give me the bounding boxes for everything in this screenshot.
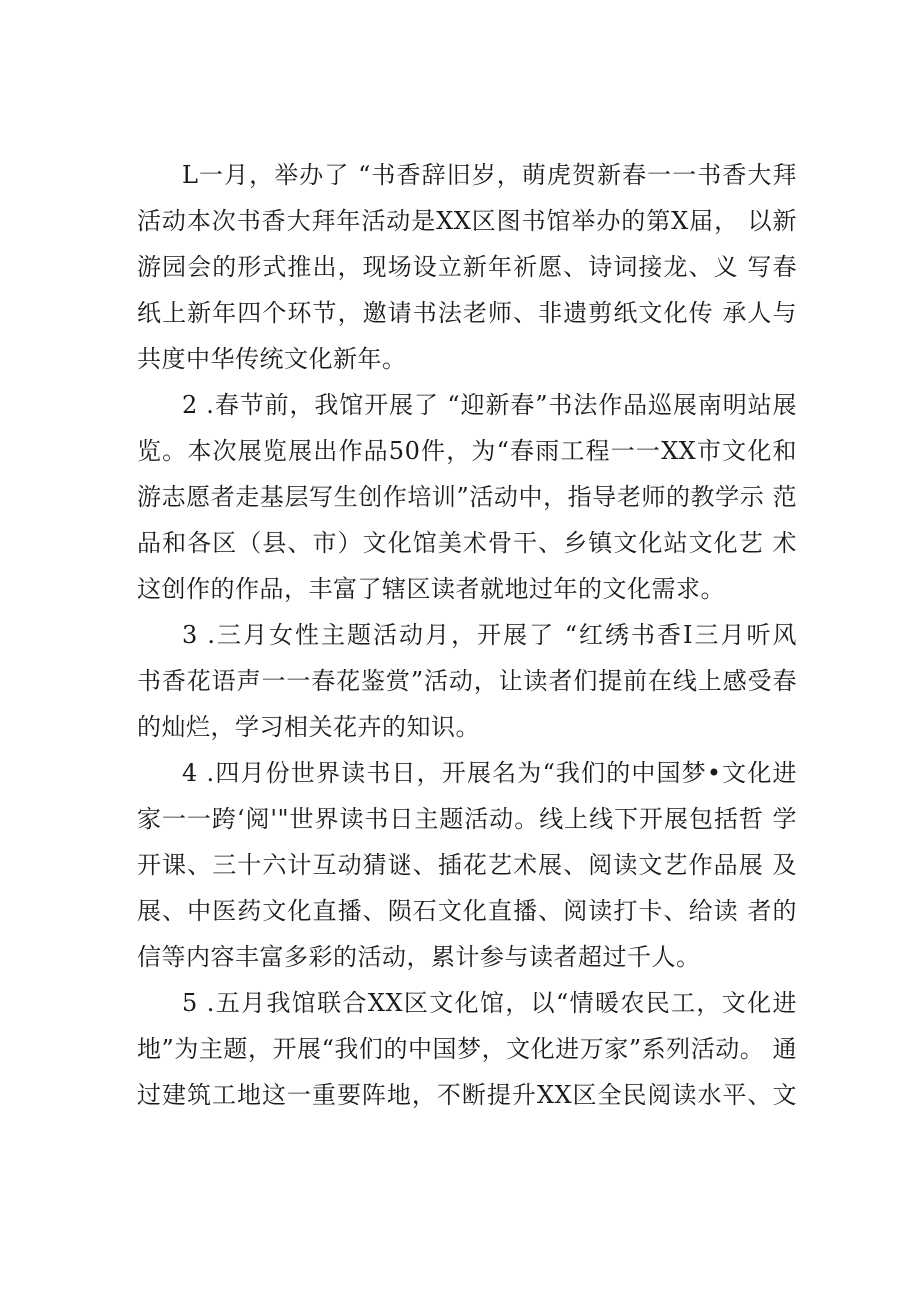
- paragraph-line: L一月，举办了 “书香辞旧岁，萌虎贺新春一一书香大拜: [182, 161, 797, 189]
- paragraph-line: 地”为主题，开展“我们的中国梦，文化进万家”系列活动。 通: [137, 1035, 797, 1063]
- paragraph-line: 游园会的形式推出，现场设立新年祈愿、诗词接龙、义 写春: [137, 253, 797, 281]
- paragraph-line: 活动本次书香大拜年活动是XX区图书馆举办的第X届， 以新: [137, 207, 797, 235]
- paragraph-4: [137, 750, 797, 980]
- paragraph-line: 品和各区（县、市）文化馆美术骨干、乡镇文化站文化艺 术: [137, 529, 797, 557]
- paragraph-line: 书香花语声一一春花鉴赏”活动，让读者们提前在线上感受春: [137, 667, 797, 695]
- paragraph-line: 览。本次展览展出作品50件，为“春雨工程一一XX市文化和: [137, 437, 797, 465]
- paragraph-line: 4 .四月份世界读书日，开展名为“我们的中国梦•文化进: [182, 759, 797, 787]
- paragraph-3: [137, 612, 797, 750]
- paragraph-line: 游志愿者走基层写生创作培训”活动中，指导老师的教学示 范: [137, 483, 797, 511]
- document-body: [137, 152, 797, 1118]
- paragraph-line: 展、中医药文化直播、陨石文化直播、阅读打卡、给读 者的: [137, 897, 797, 925]
- paragraph-5: [137, 980, 797, 1118]
- paragraph-line: 的灿烂，学习相关花卉的知识。: [137, 713, 480, 741]
- paragraph-line: 5 .五月我馆联合XX区文化馆，以“情暖农民工，文化进: [182, 989, 797, 1017]
- paragraph-2: [137, 382, 797, 612]
- paragraph-line: 这创作的作品，丰富了辖区读者就地过年的文化需求。: [137, 575, 725, 603]
- paragraph-line: 纸上新年四个环节，邀请书法老师、非遗剪纸文化传 承人与: [137, 299, 797, 327]
- paragraph-line: 共度中华传统文化新年。: [137, 345, 407, 373]
- paragraph-line: 2 .春节前，我馆开展了 “迎新春”书法作品巡展南明站展: [182, 391, 797, 419]
- paragraph-line: 信等内容丰富多彩的活动，累计参与读者超过千人。: [137, 943, 701, 971]
- paragraph-1: [137, 152, 797, 382]
- paragraph-line: 家一一跨‘阅'"世界读书日主题活动。线上线下开展包括哲 学: [137, 805, 797, 833]
- paragraph-line: 过建筑工地这一重要阵地，不断提升XX区全民阅读水平、文: [137, 1081, 797, 1109]
- paragraph-line: 开课、三十六计互动猜谜、插花艺术展、阅读文艺作品展 及: [137, 851, 797, 879]
- paragraph-line: 3 .三月女性主题活动月，开展了 “红绣书香I三月听风: [182, 621, 797, 649]
